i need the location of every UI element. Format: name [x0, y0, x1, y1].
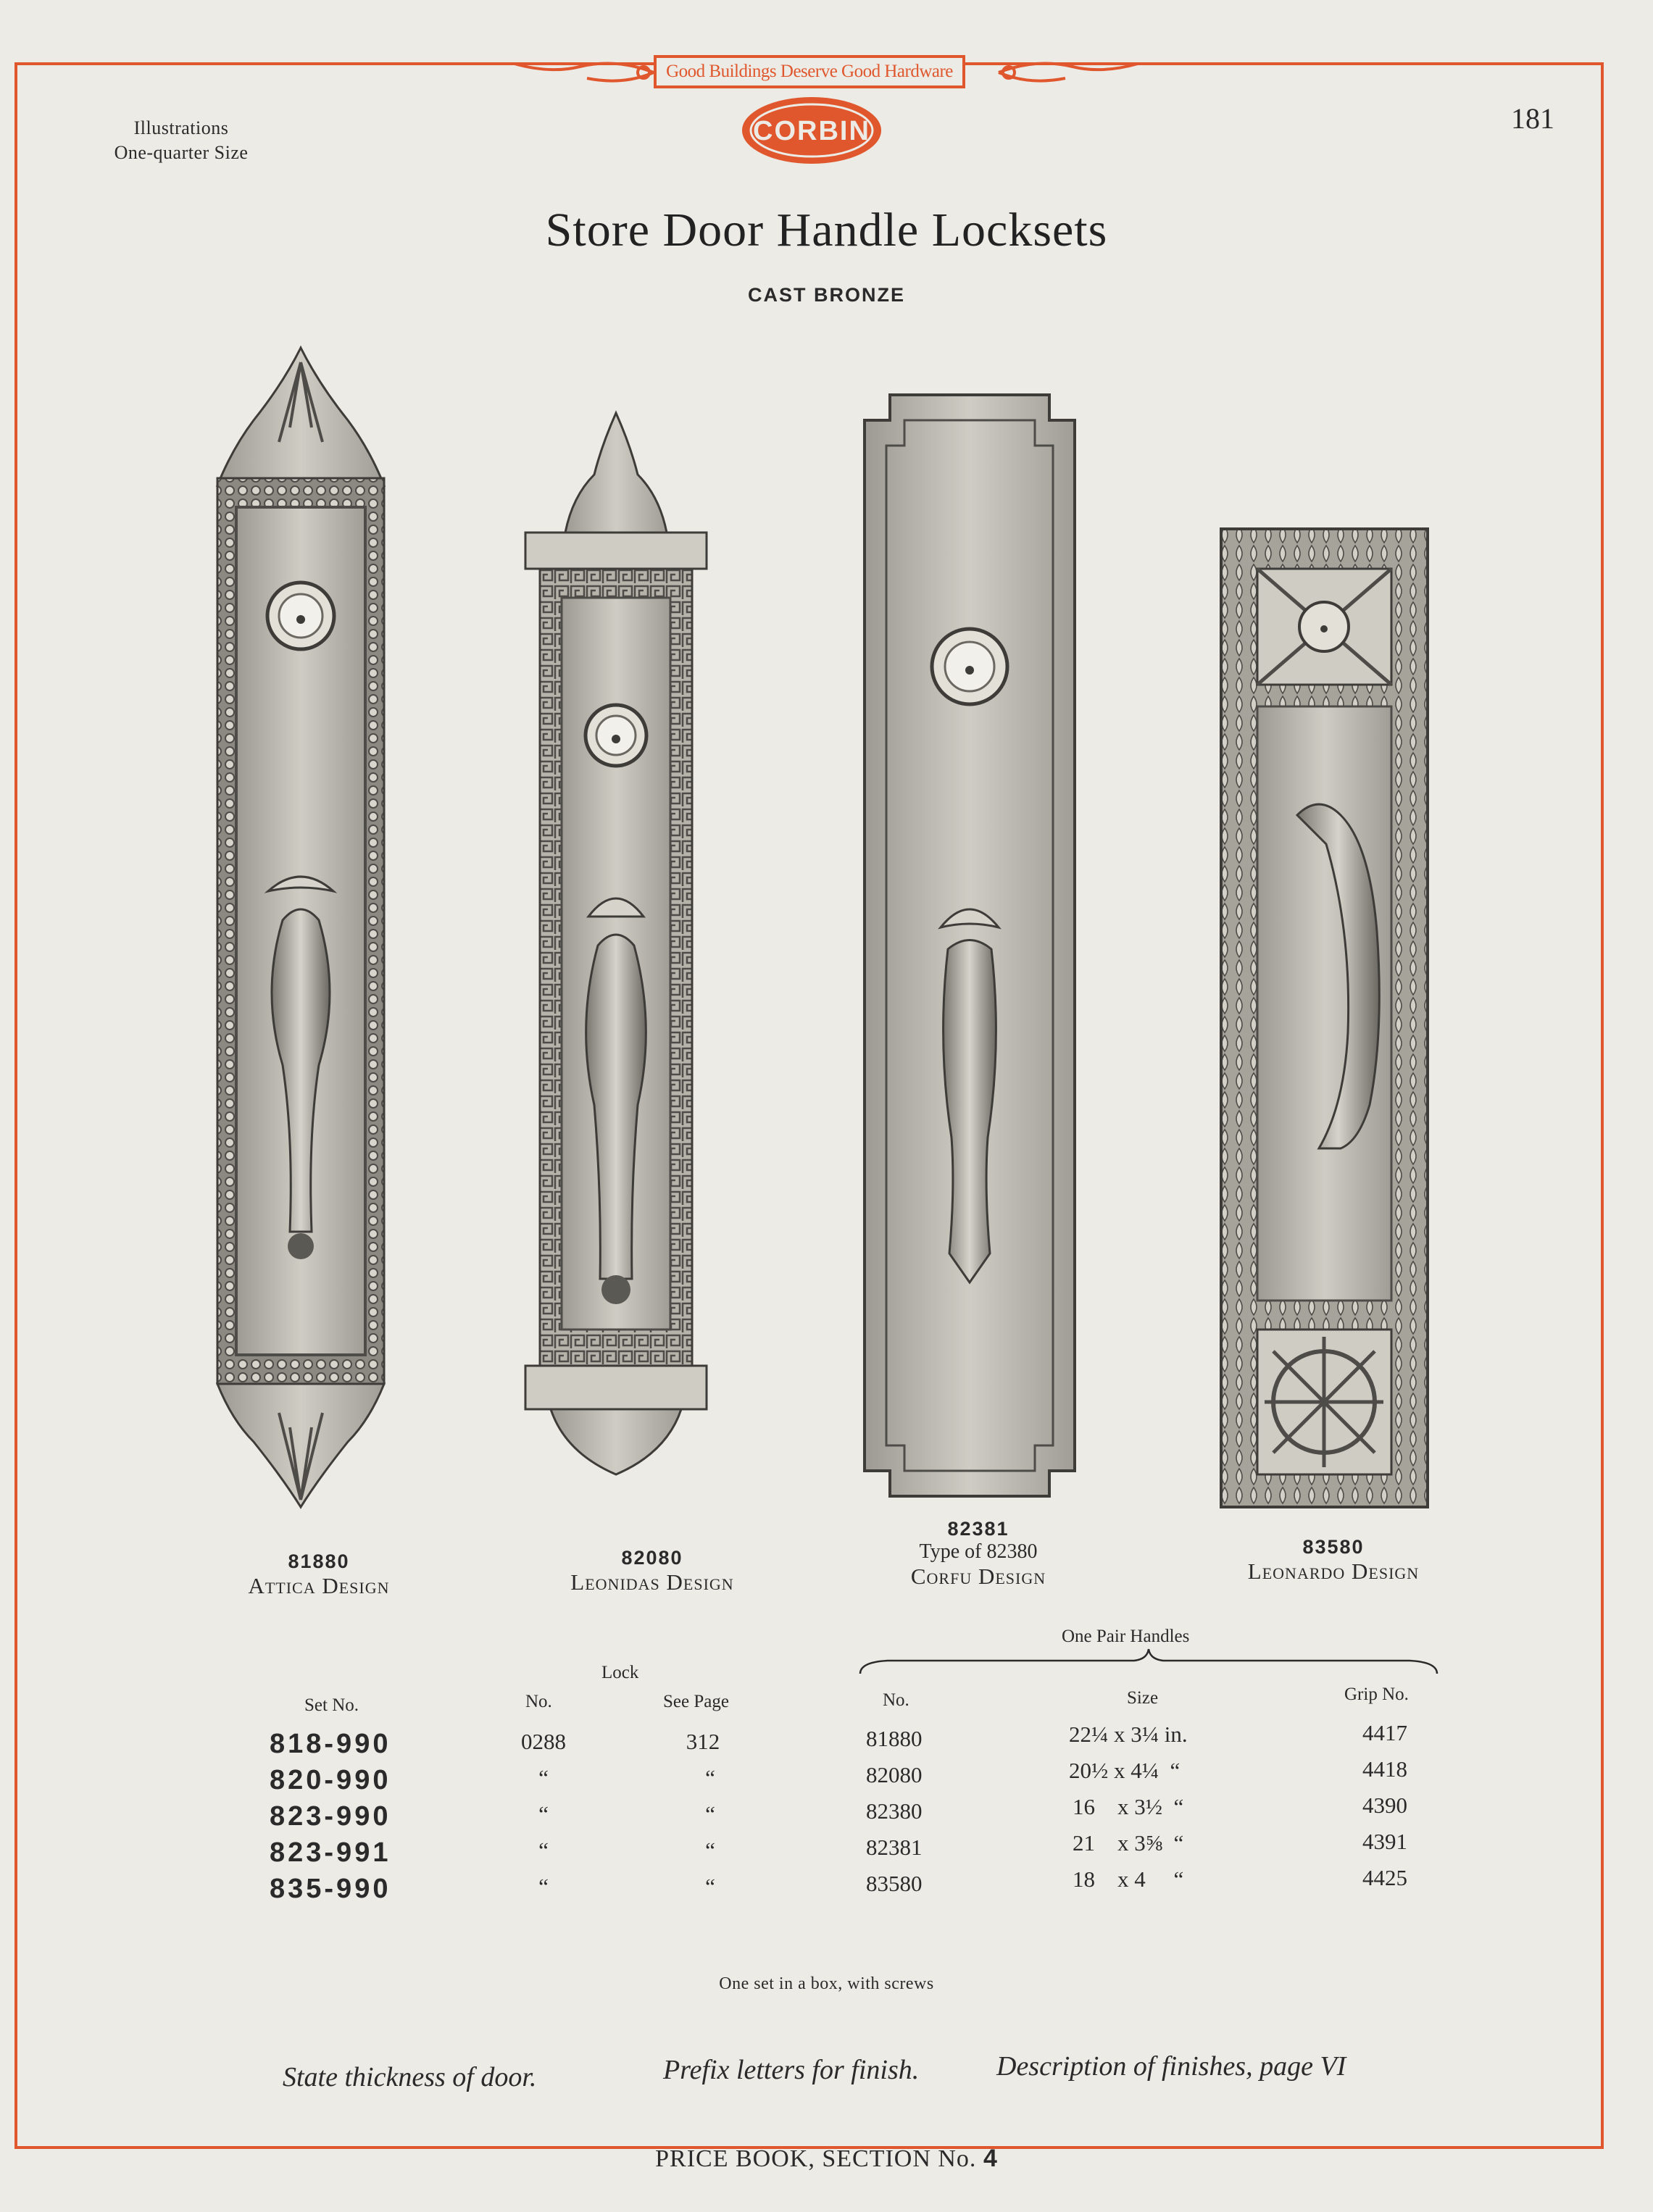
see-page: 312	[686, 1729, 720, 1754]
caption-82080	[507, 1547, 797, 1595]
handle-no: 83580	[866, 1871, 923, 1896]
lock-no: 0288	[521, 1729, 566, 1754]
header-grip-no: Grip No.	[1344, 1685, 1409, 1704]
instruction-finishes: Description of finishes, page VI	[996, 2051, 1346, 2082]
attica-lockset-plate	[210, 341, 391, 1514]
handle-no: 82381	[866, 1835, 923, 1860]
instruction-thickness: State thickness of door.	[283, 2062, 537, 2092]
caption-82381	[833, 1518, 1123, 1590]
lock-no: “	[538, 1874, 549, 1899]
set-no: 823-990	[270, 1801, 391, 1832]
page-subtitle: CAST BRONZE	[748, 284, 905, 306]
set-no: 818-990	[270, 1729, 391, 1759]
size: 18 x 4 “	[1073, 1866, 1184, 1892]
logo-text: CORBIN	[753, 116, 870, 146]
packaging-note: One set in a box, with screws	[719, 1974, 934, 1993]
page-footer	[0, 2145, 1653, 2173]
header-lock-no: No.	[525, 1692, 552, 1711]
size: 16 x 3½ “	[1073, 1794, 1184, 1819]
slogan-box: Good Buildings Deserve Good Hardware	[654, 55, 965, 88]
caption-83580	[1188, 1536, 1478, 1585]
size: 20½ x 4¼ “	[1069, 1758, 1181, 1783]
product-design: Leonidas Design	[570, 1569, 734, 1595]
size: 22¼ x 3¼ in.	[1069, 1721, 1188, 1747]
lock-no: “	[538, 1765, 549, 1790]
instruction-prefix: Prefix letters for finish.	[663, 2055, 920, 2085]
header-see-page: See Page	[663, 1692, 729, 1711]
page-number: 181	[1511, 102, 1554, 135]
header-size: Size	[1127, 1688, 1159, 1708]
caption-81880	[181, 1551, 457, 1599]
product-number: 81880	[288, 1551, 350, 1572]
product-type-line: Type of 82380	[919, 1540, 1038, 1563]
set-no: 823-991	[270, 1837, 391, 1868]
handle-no: 81880	[866, 1726, 923, 1751]
see-page: “	[705, 1765, 715, 1790]
group-header-lock: Lock	[601, 1663, 639, 1682]
footer-section-number: 4	[983, 2145, 998, 2172]
illustrations-line-1: Illustrations	[133, 117, 229, 138]
lock-no: “	[538, 1837, 549, 1863]
grip-no: 4390	[1362, 1792, 1407, 1818]
see-page: “	[705, 1874, 715, 1899]
corfu-lockset-plate	[861, 391, 1078, 1500]
product-design: Corfu Design	[910, 1564, 1046, 1589]
size: 21 x 3⅝ “	[1073, 1830, 1184, 1856]
footer-text: PRICE BOOK, SECTION No.	[655, 2145, 977, 2172]
grip-no: 4418	[1362, 1756, 1407, 1782]
product-design: Attica Design	[248, 1573, 390, 1598]
group-header-handles: One Pair Handles	[1062, 1627, 1190, 1646]
product-number: 82080	[621, 1547, 683, 1569]
header-set-no: Set No.	[304, 1695, 359, 1715]
header-handle-no: No.	[883, 1690, 909, 1710]
illustrations-line-2: One-quarter Size	[114, 142, 249, 163]
set-no: 820-990	[270, 1765, 391, 1795]
leonidas-lockset-plate	[522, 409, 710, 1511]
corbin-logo	[739, 94, 884, 167]
grip-no: 4425	[1362, 1865, 1407, 1890]
product-number: 82381	[947, 1518, 1009, 1540]
grip-no: 4417	[1362, 1720, 1407, 1745]
product-design: Leonardo Design	[1247, 1558, 1420, 1584]
page-title: Store Door Handle Locksets	[545, 204, 1108, 256]
grip-no: 4391	[1362, 1829, 1407, 1854]
handles-brace	[859, 1646, 1438, 1675]
illustrations-note	[83, 116, 279, 165]
see-page: “	[705, 1801, 715, 1827]
lock-no: “	[538, 1801, 549, 1827]
see-page: “	[705, 1837, 715, 1863]
handle-no: 82080	[866, 1762, 923, 1787]
handle-no: 82380	[866, 1798, 923, 1824]
leonardo-lockset-plate	[1217, 525, 1431, 1511]
product-number: 83580	[1302, 1536, 1365, 1558]
set-no: 835-990	[270, 1874, 391, 1904]
